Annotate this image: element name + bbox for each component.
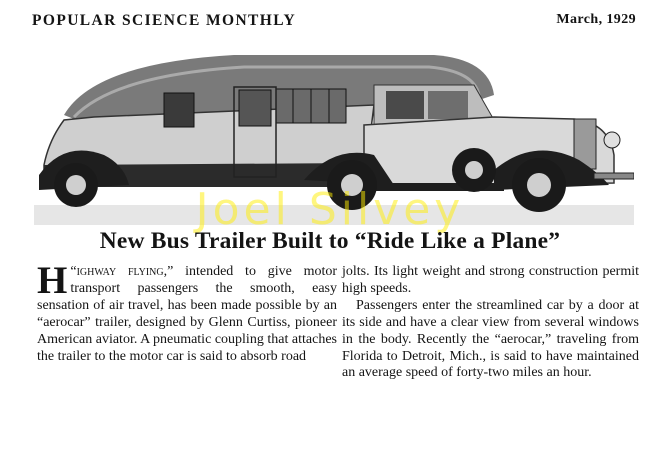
paragraph-body: ” intended to give motor transport passengers the smooth, easy sensation of air travel, has been made possible by an “aerocar” trailer, designed by Glenn Curtiss, pioneer American aviator. A pneumatic coupling that attaches the trailer to the motor car is said to absorb road <box>37 264 338 364</box>
drop-cap: H <box>37 259 68 302</box>
issue-date: March, 1929 <box>556 12 636 27</box>
article-paragraph <box>37 259 338 365</box>
lead-in: ighway flying, <box>76 264 168 279</box>
article-body <box>37 259 338 365</box>
article-body-right <box>342 264 639 382</box>
aerocar-photo <box>34 45 634 225</box>
masthead <box>32 12 636 36</box>
magazine-title: POPULAR SCIENCE MONTHLY <box>32 12 297 29</box>
article-paragraph-2: Passengers enter the streamlined car by a door at its side and have a clear view from several windows in the body. Recently the “aerocar,” traveling from Florida to Detroit, Mich., is said to have maintained an average speed of forty-two miles an hour. <box>342 297 639 381</box>
opening-quote: “ <box>70 264 77 279</box>
article-headline: New Bus Trailer Built to “Ride Like a Plane” <box>99 228 561 254</box>
article-paragraph-continued: jolts. Its light weight and strong construction permit high speeds. <box>342 264 639 296</box>
watermark: Joel Silvey <box>195 184 465 235</box>
